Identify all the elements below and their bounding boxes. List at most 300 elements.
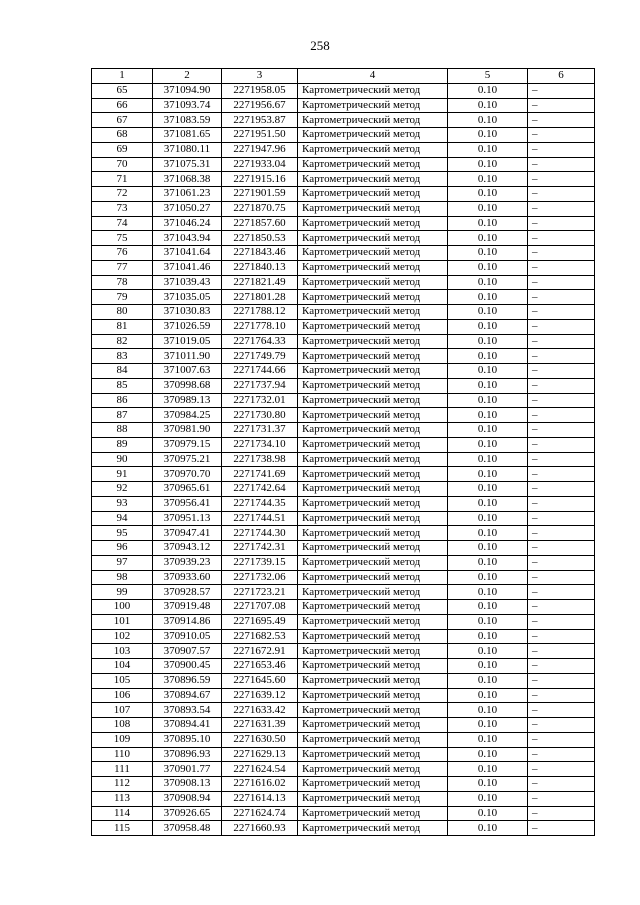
method-cell: Картометрический метод [298, 496, 448, 511]
point-number-cell: 76 [92, 246, 153, 261]
y-coordinate-cell: 2271742.31 [222, 541, 298, 556]
accuracy-cell: 0.10 [448, 806, 528, 821]
y-coordinate-cell: 2271616.02 [222, 777, 298, 792]
note-cell: – [528, 806, 595, 821]
point-number-cell: 104 [92, 659, 153, 674]
note-cell: – [528, 142, 595, 157]
column-header-5: 5 [448, 69, 528, 84]
point-number-cell: 107 [92, 703, 153, 718]
point-number-cell: 79 [92, 290, 153, 305]
accuracy-cell: 0.10 [448, 231, 528, 246]
method-cell: Картометрический метод [298, 142, 448, 157]
table-row [92, 806, 595, 821]
method-cell: Картометрический метод [298, 83, 448, 98]
accuracy-cell: 0.10 [448, 319, 528, 334]
x-coordinate-cell: 370914.86 [153, 614, 222, 629]
column-header-2: 2 [153, 69, 222, 84]
y-coordinate-cell: 2271723.21 [222, 585, 298, 600]
point-number-cell: 71 [92, 172, 153, 187]
point-number-cell: 93 [92, 496, 153, 511]
accuracy-cell: 0.10 [448, 526, 528, 541]
x-coordinate-cell: 371043.94 [153, 231, 222, 246]
accuracy-cell: 0.10 [448, 747, 528, 762]
table-row [92, 555, 595, 570]
point-number-cell: 109 [92, 732, 153, 747]
point-number-cell: 72 [92, 187, 153, 202]
y-coordinate-cell: 2271857.60 [222, 216, 298, 231]
table-row [92, 526, 595, 541]
x-coordinate-cell: 370895.10 [153, 732, 222, 747]
accuracy-cell: 0.10 [448, 644, 528, 659]
x-coordinate-cell: 370893.54 [153, 703, 222, 718]
y-coordinate-cell: 2271653.46 [222, 659, 298, 674]
accuracy-cell: 0.10 [448, 614, 528, 629]
page-number: 258 [310, 38, 330, 53]
x-coordinate-cell: 370933.60 [153, 570, 222, 585]
note-cell: – [528, 334, 595, 349]
table-row [92, 452, 595, 467]
note-cell: – [528, 482, 595, 497]
note-cell: – [528, 113, 595, 128]
x-coordinate-cell: 371011.90 [153, 349, 222, 364]
point-number-cell: 113 [92, 791, 153, 806]
x-coordinate-cell: 370919.48 [153, 600, 222, 615]
accuracy-cell: 0.10 [448, 688, 528, 703]
method-cell: Картометрический метод [298, 452, 448, 467]
point-number-cell: 95 [92, 526, 153, 541]
table-row [92, 585, 595, 600]
note-cell: – [528, 378, 595, 393]
note-cell: – [528, 659, 595, 674]
x-coordinate-cell: 371035.05 [153, 290, 222, 305]
note-cell: – [528, 526, 595, 541]
x-coordinate-cell: 370947.41 [153, 526, 222, 541]
point-number-cell: 77 [92, 260, 153, 275]
method-cell: Картометрический метод [298, 570, 448, 585]
method-cell: Картометрический метод [298, 555, 448, 570]
point-number-cell: 112 [92, 777, 153, 792]
table-row [92, 732, 595, 747]
y-coordinate-cell: 2271732.01 [222, 393, 298, 408]
x-coordinate-cell: 371080.11 [153, 142, 222, 157]
coordinates-table [91, 68, 595, 836]
accuracy-cell: 0.10 [448, 157, 528, 172]
note-cell: – [528, 555, 595, 570]
y-coordinate-cell: 2271730.80 [222, 408, 298, 423]
point-number-cell: 101 [92, 614, 153, 629]
y-coordinate-cell: 2271629.13 [222, 747, 298, 762]
accuracy-cell: 0.10 [448, 777, 528, 792]
note-cell: – [528, 541, 595, 556]
accuracy-cell: 0.10 [448, 216, 528, 231]
note-cell: – [528, 629, 595, 644]
x-coordinate-cell: 370943.12 [153, 541, 222, 556]
table-row [92, 423, 595, 438]
table-row [92, 128, 595, 143]
x-coordinate-cell: 370896.59 [153, 673, 222, 688]
accuracy-cell: 0.10 [448, 482, 528, 497]
x-coordinate-cell: 370926.65 [153, 806, 222, 821]
x-coordinate-cell: 370979.15 [153, 437, 222, 452]
note-cell: – [528, 614, 595, 629]
x-coordinate-cell: 371061.23 [153, 187, 222, 202]
note-cell: – [528, 452, 595, 467]
accuracy-cell: 0.10 [448, 703, 528, 718]
x-coordinate-cell: 371039.43 [153, 275, 222, 290]
table-row [92, 629, 595, 644]
y-coordinate-cell: 2271958.05 [222, 83, 298, 98]
table-row [92, 511, 595, 526]
point-number-cell: 91 [92, 467, 153, 482]
method-cell: Картометрический метод [298, 703, 448, 718]
y-coordinate-cell: 2271764.33 [222, 334, 298, 349]
table-row [92, 541, 595, 556]
x-coordinate-cell: 370951.13 [153, 511, 222, 526]
method-cell: Картометрический метод [298, 821, 448, 836]
method-cell: Картометрический метод [298, 408, 448, 423]
note-cell: – [528, 777, 595, 792]
note-cell: – [528, 349, 595, 364]
method-cell: Картометрический метод [298, 467, 448, 482]
note-cell: – [528, 467, 595, 482]
method-cell: Картометрический метод [298, 319, 448, 334]
accuracy-cell: 0.10 [448, 511, 528, 526]
x-coordinate-cell: 370908.13 [153, 777, 222, 792]
x-coordinate-cell: 371007.63 [153, 364, 222, 379]
y-coordinate-cell: 2271953.87 [222, 113, 298, 128]
accuracy-cell: 0.10 [448, 408, 528, 423]
method-cell: Картометрический метод [298, 673, 448, 688]
point-number-cell: 89 [92, 437, 153, 452]
accuracy-cell: 0.10 [448, 187, 528, 202]
table-row [92, 644, 595, 659]
table-row [92, 201, 595, 216]
table-row [92, 113, 595, 128]
method-cell: Картометрический метод [298, 128, 448, 143]
point-number-cell: 97 [92, 555, 153, 570]
x-coordinate-cell: 371046.24 [153, 216, 222, 231]
point-number-cell: 73 [92, 201, 153, 216]
y-coordinate-cell: 2271933.04 [222, 157, 298, 172]
y-coordinate-cell: 2271738.98 [222, 452, 298, 467]
table-row [92, 319, 595, 334]
column-header-4: 4 [298, 69, 448, 84]
x-coordinate-cell: 370958.48 [153, 821, 222, 836]
y-coordinate-cell: 2271744.66 [222, 364, 298, 379]
x-coordinate-cell: 370970.70 [153, 467, 222, 482]
accuracy-cell: 0.10 [448, 423, 528, 438]
x-coordinate-cell: 370984.25 [153, 408, 222, 423]
accuracy-cell: 0.10 [448, 629, 528, 644]
x-coordinate-cell: 370981.90 [153, 423, 222, 438]
y-coordinate-cell: 2271737.94 [222, 378, 298, 393]
x-coordinate-cell: 370956.41 [153, 496, 222, 511]
note-cell: – [528, 437, 595, 452]
y-coordinate-cell: 2271630.50 [222, 732, 298, 747]
table-row [92, 98, 595, 113]
point-number-cell: 78 [92, 275, 153, 290]
note-cell: – [528, 585, 595, 600]
y-coordinate-cell: 2271744.35 [222, 496, 298, 511]
point-number-cell: 105 [92, 673, 153, 688]
note-cell: – [528, 364, 595, 379]
table-row [92, 467, 595, 482]
accuracy-cell: 0.10 [448, 275, 528, 290]
note-cell: – [528, 791, 595, 806]
accuracy-cell: 0.10 [448, 290, 528, 305]
y-coordinate-cell: 2271707.08 [222, 600, 298, 615]
y-coordinate-cell: 2271744.30 [222, 526, 298, 541]
accuracy-cell: 0.10 [448, 334, 528, 349]
point-number-cell: 102 [92, 629, 153, 644]
note-cell: – [528, 187, 595, 202]
y-coordinate-cell: 2271734.10 [222, 437, 298, 452]
column-header-6: 6 [528, 69, 595, 84]
accuracy-cell: 0.10 [448, 83, 528, 98]
table-row [92, 246, 595, 261]
table-row [92, 334, 595, 349]
y-coordinate-cell: 2271672.91 [222, 644, 298, 659]
y-coordinate-cell: 2271633.42 [222, 703, 298, 718]
accuracy-cell: 0.10 [448, 98, 528, 113]
table-row [92, 777, 595, 792]
point-number-cell: 66 [92, 98, 153, 113]
x-coordinate-cell: 371030.83 [153, 305, 222, 320]
method-cell: Картометрический метод [298, 511, 448, 526]
table-row [92, 614, 595, 629]
accuracy-cell: 0.10 [448, 541, 528, 556]
table-row [92, 142, 595, 157]
y-coordinate-cell: 2271915.16 [222, 172, 298, 187]
table-row [92, 408, 595, 423]
method-cell: Картометрический метод [298, 216, 448, 231]
point-number-cell: 96 [92, 541, 153, 556]
method-cell: Картометрический метод [298, 260, 448, 275]
y-coordinate-cell: 2271742.64 [222, 482, 298, 497]
accuracy-cell: 0.10 [448, 437, 528, 452]
point-number-cell: 70 [92, 157, 153, 172]
method-cell: Картометрический метод [298, 423, 448, 438]
point-number-cell: 84 [92, 364, 153, 379]
accuracy-cell: 0.10 [448, 260, 528, 275]
point-number-cell: 74 [92, 216, 153, 231]
y-coordinate-cell: 2271631.39 [222, 718, 298, 733]
accuracy-cell: 0.10 [448, 585, 528, 600]
point-number-cell: 80 [92, 305, 153, 320]
accuracy-cell: 0.10 [448, 555, 528, 570]
note-cell: – [528, 393, 595, 408]
point-number-cell: 90 [92, 452, 153, 467]
y-coordinate-cell: 2271801.28 [222, 290, 298, 305]
x-coordinate-cell: 370894.41 [153, 718, 222, 733]
table-row [92, 747, 595, 762]
note-cell: – [528, 703, 595, 718]
x-coordinate-cell: 370907.57 [153, 644, 222, 659]
point-number-cell: 86 [92, 393, 153, 408]
x-coordinate-cell: 371050.27 [153, 201, 222, 216]
table-row [92, 496, 595, 511]
note-cell: – [528, 732, 595, 747]
accuracy-cell: 0.10 [448, 496, 528, 511]
note-cell: – [528, 718, 595, 733]
table-row [92, 216, 595, 231]
accuracy-cell: 0.10 [448, 305, 528, 320]
table-header-row [92, 69, 595, 84]
point-number-cell: 106 [92, 688, 153, 703]
accuracy-cell: 0.10 [448, 791, 528, 806]
table-row [92, 659, 595, 674]
x-coordinate-cell: 370900.45 [153, 659, 222, 674]
method-cell: Картометрический метод [298, 364, 448, 379]
y-coordinate-cell: 2271951.50 [222, 128, 298, 143]
x-coordinate-cell: 370894.67 [153, 688, 222, 703]
point-number-cell: 69 [92, 142, 153, 157]
method-cell: Картометрический метод [298, 585, 448, 600]
accuracy-cell: 0.10 [448, 128, 528, 143]
method-cell: Картометрический метод [298, 762, 448, 777]
method-cell: Картометрический метод [298, 157, 448, 172]
x-coordinate-cell: 371068.38 [153, 172, 222, 187]
note-cell: – [528, 275, 595, 290]
accuracy-cell: 0.10 [448, 393, 528, 408]
method-cell: Картометрический метод [298, 172, 448, 187]
accuracy-cell: 0.10 [448, 142, 528, 157]
method-cell: Картометрический метод [298, 659, 448, 674]
x-coordinate-cell: 370939.23 [153, 555, 222, 570]
method-cell: Картометрический метод [298, 201, 448, 216]
point-number-cell: 68 [92, 128, 153, 143]
x-coordinate-cell: 370910.05 [153, 629, 222, 644]
y-coordinate-cell: 2271695.49 [222, 614, 298, 629]
note-cell: – [528, 496, 595, 511]
table-row [92, 570, 595, 585]
point-number-cell: 87 [92, 408, 153, 423]
table-row [92, 260, 595, 275]
y-coordinate-cell: 2271639.12 [222, 688, 298, 703]
point-number-cell: 98 [92, 570, 153, 585]
y-coordinate-cell: 2271660.93 [222, 821, 298, 836]
point-number-cell: 99 [92, 585, 153, 600]
note-cell: – [528, 762, 595, 777]
column-header-3: 3 [222, 69, 298, 84]
accuracy-cell: 0.10 [448, 659, 528, 674]
point-number-cell: 94 [92, 511, 153, 526]
method-cell: Картометрический метод [298, 275, 448, 290]
y-coordinate-cell: 2271624.54 [222, 762, 298, 777]
accuracy-cell: 0.10 [448, 201, 528, 216]
point-number-cell: 65 [92, 83, 153, 98]
method-cell: Картометрический метод [298, 437, 448, 452]
y-coordinate-cell: 2271843.46 [222, 246, 298, 261]
method-cell: Картометрический метод [298, 334, 448, 349]
y-coordinate-cell: 2271901.59 [222, 187, 298, 202]
note-cell: – [528, 260, 595, 275]
y-coordinate-cell: 2271947.96 [222, 142, 298, 157]
method-cell: Картометрический метод [298, 600, 448, 615]
method-cell: Картометрический метод [298, 688, 448, 703]
y-coordinate-cell: 2271732.06 [222, 570, 298, 585]
table-row [92, 83, 595, 98]
table-row [92, 673, 595, 688]
y-coordinate-cell: 2271614.13 [222, 791, 298, 806]
table-row [92, 275, 595, 290]
point-number-cell: 75 [92, 231, 153, 246]
note-cell: – [528, 172, 595, 187]
x-coordinate-cell: 371094.90 [153, 83, 222, 98]
x-coordinate-cell: 370896.93 [153, 747, 222, 762]
y-coordinate-cell: 2271645.60 [222, 673, 298, 688]
note-cell: – [528, 319, 595, 334]
accuracy-cell: 0.10 [448, 673, 528, 688]
point-number-cell: 88 [92, 423, 153, 438]
accuracy-cell: 0.10 [448, 349, 528, 364]
point-number-cell: 100 [92, 600, 153, 615]
x-coordinate-cell: 370989.13 [153, 393, 222, 408]
accuracy-cell: 0.10 [448, 821, 528, 836]
table-row [92, 378, 595, 393]
point-number-cell: 83 [92, 349, 153, 364]
y-coordinate-cell: 2271731.37 [222, 423, 298, 438]
table-row [92, 364, 595, 379]
y-coordinate-cell: 2271821.49 [222, 275, 298, 290]
table-row [92, 688, 595, 703]
method-cell: Картометрический метод [298, 231, 448, 246]
x-coordinate-cell: 371026.59 [153, 319, 222, 334]
method-cell: Картометрический метод [298, 305, 448, 320]
table-row [92, 290, 595, 305]
table-row [92, 762, 595, 777]
table-row [92, 437, 595, 452]
table-row [92, 703, 595, 718]
y-coordinate-cell: 2271840.13 [222, 260, 298, 275]
x-coordinate-cell: 371041.46 [153, 260, 222, 275]
method-cell: Картометрический метод [298, 747, 448, 762]
accuracy-cell: 0.10 [448, 113, 528, 128]
table-row [92, 187, 595, 202]
point-number-cell: 111 [92, 762, 153, 777]
table-row [92, 393, 595, 408]
accuracy-cell: 0.10 [448, 378, 528, 393]
table-body [92, 83, 595, 835]
table-row [92, 482, 595, 497]
note-cell: – [528, 747, 595, 762]
y-coordinate-cell: 2271624.74 [222, 806, 298, 821]
accuracy-cell: 0.10 [448, 570, 528, 585]
x-coordinate-cell: 371019.05 [153, 334, 222, 349]
accuracy-cell: 0.10 [448, 467, 528, 482]
method-cell: Картометрический метод [298, 644, 448, 659]
x-coordinate-cell: 371041.64 [153, 246, 222, 261]
table-row [92, 791, 595, 806]
note-cell: – [528, 157, 595, 172]
note-cell: – [528, 511, 595, 526]
accuracy-cell: 0.10 [448, 364, 528, 379]
table-row [92, 821, 595, 836]
y-coordinate-cell: 2271850.53 [222, 231, 298, 246]
note-cell: – [528, 246, 595, 261]
point-number-cell: 92 [92, 482, 153, 497]
table-row [92, 600, 595, 615]
accuracy-cell: 0.10 [448, 732, 528, 747]
note-cell: – [528, 201, 595, 216]
point-number-cell: 85 [92, 378, 153, 393]
y-coordinate-cell: 2271682.53 [222, 629, 298, 644]
y-coordinate-cell: 2271741.69 [222, 467, 298, 482]
method-cell: Картометрический метод [298, 718, 448, 733]
point-number-cell: 114 [92, 806, 153, 821]
x-coordinate-cell: 370928.57 [153, 585, 222, 600]
note-cell: – [528, 231, 595, 246]
